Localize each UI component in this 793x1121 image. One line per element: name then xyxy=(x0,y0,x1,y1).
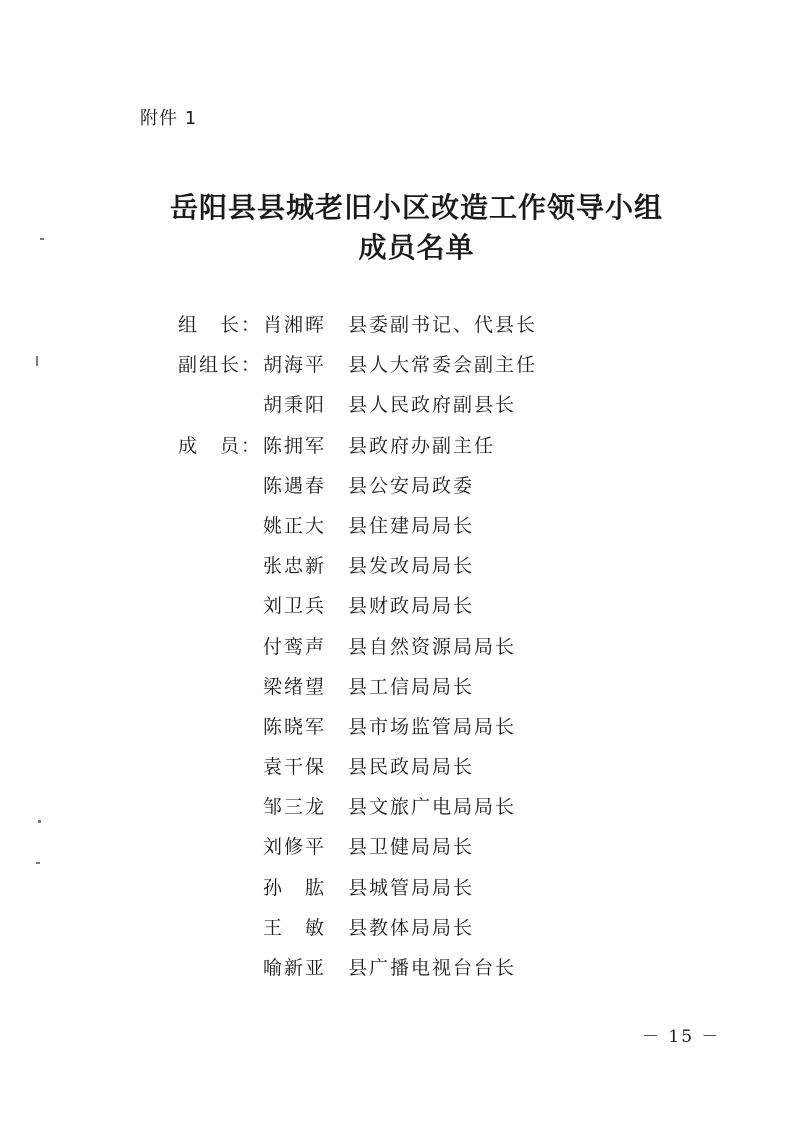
member-position: 县文旅广电局局长 xyxy=(348,796,517,819)
member-name: 张忠新 xyxy=(263,555,327,578)
member-name: 邹三龙 xyxy=(263,796,327,819)
member-position: 县发改局局长 xyxy=(348,555,475,578)
member-position: 县人大常委会副主任 xyxy=(348,354,538,377)
member-name: 袁干保 xyxy=(263,756,327,779)
member-name: 王 敏 xyxy=(263,916,327,939)
document-subtitle: 成员名单 xyxy=(358,231,475,264)
member-name: 陈晓军 xyxy=(263,715,327,738)
member-position: 县政府办副主任 xyxy=(348,434,496,457)
member-position: 县教体局局长 xyxy=(348,916,475,939)
member-name: 胡海平 xyxy=(263,354,327,377)
member-name: 刘修平 xyxy=(263,836,327,859)
document-title: 岳阳县县城老旧小区改造工作领导小组 xyxy=(169,191,663,224)
scan-speck xyxy=(40,238,44,240)
scan-speck xyxy=(36,356,38,366)
member-position: 县广播电视台台长 xyxy=(348,957,517,979)
member-name: 胡秉阳 xyxy=(263,394,327,417)
member-position: 县工信局局长 xyxy=(348,675,475,698)
page-number: － 15 － xyxy=(642,1027,721,1047)
member-name: 付鸾声 xyxy=(263,635,327,658)
member-name: 姚正大 xyxy=(263,514,327,537)
scan-speck xyxy=(38,820,41,823)
member-name: 梁绪望 xyxy=(263,675,327,698)
member-position: 县民政局局长 xyxy=(348,756,475,779)
member-position: 县住建局局长 xyxy=(348,514,475,537)
member-name: 陈遇春 xyxy=(263,474,327,497)
member-role: 副组长： xyxy=(178,354,263,377)
member-name: 刘卫兵 xyxy=(263,595,327,618)
member-name: 孙 肱 xyxy=(263,876,327,899)
scan-speck xyxy=(36,862,40,864)
member-position: 县市场监管局局长 xyxy=(348,715,517,738)
member-position: 县委副书记、代县长 xyxy=(348,314,538,336)
member-position: 县城管局局长 xyxy=(348,876,475,899)
member-role: 成 员： xyxy=(178,434,263,457)
attachment-label: 附件 1 xyxy=(140,108,198,129)
member-position: 县人民政府副县长 xyxy=(348,394,517,417)
member-position: 县自然资源局局长 xyxy=(348,635,517,658)
member-name: 陈拥军 xyxy=(263,434,327,457)
member-position: 县财政局局长 xyxy=(348,595,475,618)
member-role: 组 长： xyxy=(178,314,263,336)
member-name: 肖湘晖 xyxy=(263,314,327,336)
member-name: 喻新亚 xyxy=(263,957,327,979)
member-position: 县卫健局局长 xyxy=(348,836,475,859)
member-position: 县公安局政委 xyxy=(348,474,475,497)
